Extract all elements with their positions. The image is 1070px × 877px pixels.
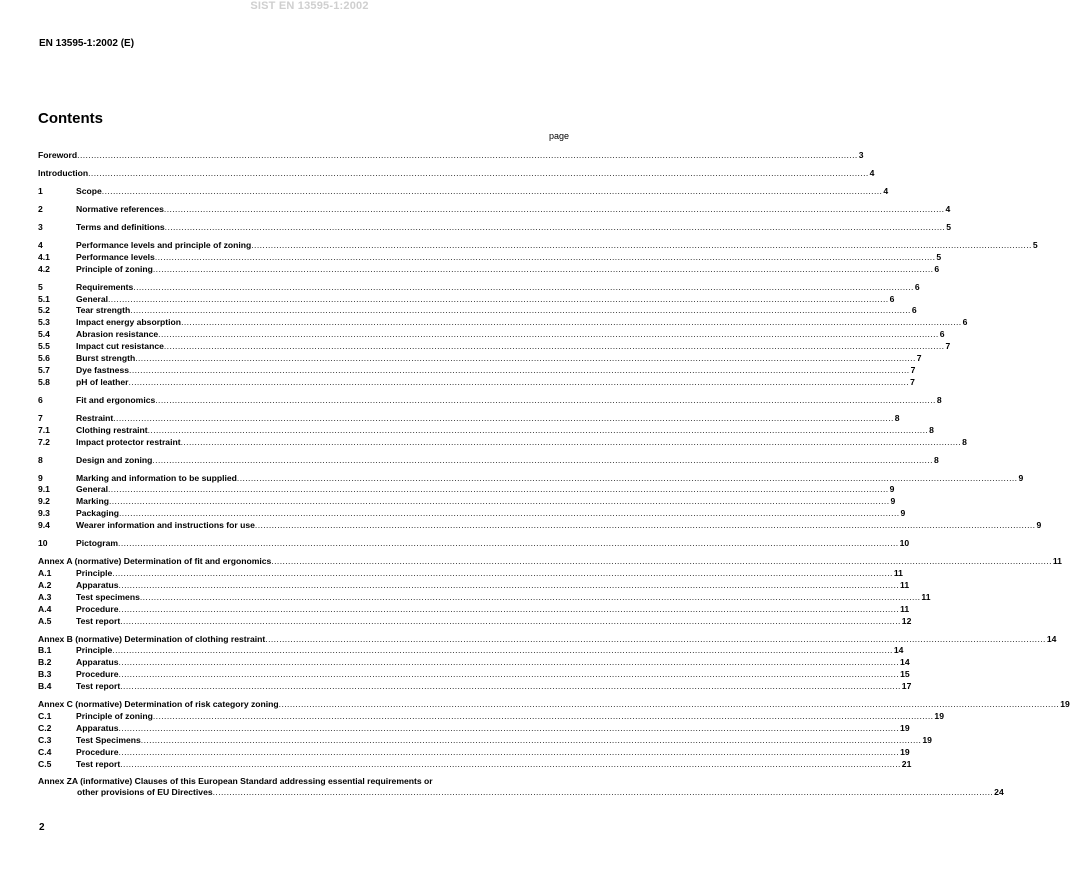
leader-dots (102, 186, 883, 198)
toc-entry-number: 5 (38, 281, 43, 292)
toc-entry-page: 10 (899, 538, 910, 549)
toc-entry[interactable] (38, 364, 916, 377)
toc-entry-number: 5.3 (38, 317, 50, 328)
leader-dots (165, 222, 946, 234)
toc-entry-page: 19 (900, 746, 910, 757)
page-number: 2 (39, 822, 45, 833)
toc-entry-page: 14 (893, 645, 904, 656)
toc-entry-number: C.5 (38, 758, 52, 769)
toc-entry-number: 5.7 (38, 364, 50, 375)
toc-entry[interactable] (38, 221, 951, 234)
toc-entry-number: 7.1 (38, 424, 50, 435)
toc-entry-number: 4.1 (38, 251, 50, 262)
toc-entry-number: C.3 (38, 734, 52, 745)
leader-dots (108, 484, 889, 496)
toc-entry-page: 11 (921, 591, 931, 602)
document-id: EN 13595-1:2002 (E) (39, 38, 135, 49)
toc-entry-page: 19 (900, 722, 910, 733)
toc-entry-page: 11 (900, 579, 910, 590)
leader-dots (119, 604, 900, 616)
toc-entry[interactable] (38, 556, 1062, 568)
toc-entry-title: Annex B (normative) Determination of clothing restraint (38, 633, 266, 644)
toc-entry-number: 6 (38, 394, 43, 405)
toc-entry-page: 6 (939, 329, 945, 340)
leader-dots (148, 425, 929, 437)
toc-entry-page: 24 (994, 787, 1004, 798)
leader-dots (155, 252, 936, 264)
toc-entry-page: 6 (934, 263, 940, 274)
leader-dots (255, 520, 1036, 532)
leader-dots (135, 353, 916, 365)
toc-entry[interactable] (38, 454, 939, 467)
toc-entry-title: Scope (76, 185, 102, 196)
toc-entry[interactable] (38, 699, 1070, 711)
toc-entry[interactable] (38, 633, 1057, 646)
toc-entry-title: Terms and definitions (76, 221, 165, 232)
leader-dots (119, 669, 900, 681)
toc-entry-page: 14 (1046, 633, 1057, 644)
toc-entry-page: 5 (1032, 239, 1038, 250)
toc-entry-title: Wearer information and instructions for use (76, 520, 255, 531)
toc-entry-title: General (76, 484, 109, 495)
toc-entry-number: 4 (38, 239, 43, 250)
toc-entry-number: 9.2 (38, 496, 50, 507)
toc-entry-page: 19 (922, 734, 932, 745)
leader-dots (120, 616, 901, 628)
toc-entry-number: 10 (38, 538, 48, 549)
toc-entry-number: B.4 (38, 681, 52, 692)
contents-title: Contents (38, 110, 103, 127)
toc-entry-title: Abrasion resistance (76, 329, 159, 340)
toc-entry-page: 14 (900, 657, 910, 668)
table-of-contents (38, 150, 1070, 798)
toc-entry-title: Annex A (normative) Determination of fit and ergonomics (38, 556, 272, 567)
toc-entry-title: Requirements (76, 281, 134, 292)
leader-dots (153, 264, 934, 276)
toc-entry[interactable] (38, 603, 910, 616)
toc-entry[interactable] (38, 436, 967, 449)
toc-entry[interactable] (38, 645, 904, 657)
toc-entry[interactable] (38, 484, 895, 496)
toc-entry-title: Packaging (76, 508, 119, 519)
toc-entry-number: 8 (38, 454, 43, 465)
leader-dots (112, 568, 893, 580)
toc-entry-title: Clothing restraint (76, 424, 148, 435)
toc-entry-title: Impact protector restraint (76, 436, 181, 447)
toc-entry-page: 19 (934, 710, 944, 721)
leader-dots (119, 723, 900, 735)
toc-entry-page: 4 (869, 167, 875, 178)
toc-entry[interactable] (38, 538, 910, 550)
toc-entry-page: 6 (911, 305, 917, 316)
toc-entry-page: 9 (889, 484, 895, 495)
toc-entry-number: 1 (38, 185, 43, 196)
toc-entry-title: General (76, 293, 109, 304)
toc-entry-page: 6 (962, 317, 968, 328)
toc-entry-number: 9.4 (38, 520, 50, 531)
toc-entry[interactable] (38, 579, 910, 592)
leader-dots (119, 657, 900, 669)
toc-entry-page: 9 (1036, 520, 1042, 531)
leader-dots (119, 747, 900, 759)
toc-entry-page: 7 (916, 353, 922, 364)
toc-entry-number: 5.5 (38, 341, 50, 352)
toc-entry-number: 7.2 (38, 436, 50, 447)
toc-entry-page: 15 (900, 669, 910, 680)
toc-entry[interactable] (38, 394, 942, 407)
toc-entry-number: A.3 (38, 591, 52, 602)
toc-entry-title: Performance levels (76, 251, 155, 262)
leader-dots (108, 294, 889, 306)
toc-entry-number: 5.8 (38, 376, 50, 387)
toc-entry-title: Principle of zoning (76, 263, 153, 274)
toc-entry[interactable] (38, 293, 895, 306)
toc-entry-title: Test specimens (76, 591, 140, 602)
toc-entry[interactable] (38, 329, 945, 341)
toc-entry[interactable] (38, 710, 944, 723)
toc-entry[interactable] (38, 424, 934, 437)
toc-entry-page: 4 (883, 185, 889, 196)
toc-entry-number: A.1 (38, 567, 52, 578)
leader-dots (133, 282, 914, 294)
leader-dots (109, 496, 890, 508)
toc-entry-title: Procedure (76, 669, 119, 680)
toc-entry[interactable] (38, 412, 900, 425)
leader-dots (119, 508, 900, 520)
toc-entry-page: 7 (910, 376, 915, 387)
leader-dots (140, 592, 921, 604)
toc-entry[interactable] (38, 520, 1042, 532)
toc-entry[interactable] (38, 669, 910, 681)
leader-dots (77, 150, 858, 162)
toc-entry-title: Apparatus (76, 722, 119, 733)
toc-entry-page: 11 (900, 603, 910, 614)
toc-entry-page: 8 (936, 394, 942, 405)
leader-dots (279, 699, 1060, 711)
leader-dots (164, 341, 945, 353)
leader-dots (120, 759, 901, 771)
leader-dots (152, 455, 933, 467)
toc-entry-title: Restraint (76, 412, 114, 423)
toc-entry-title: Design and zoning (76, 454, 153, 465)
toc-entry-title: Introduction (38, 167, 89, 178)
leader-dots (88, 168, 869, 180)
toc-entry-title: Principle (76, 567, 113, 578)
toc-entry-title: Performance levels and principle of zoning (76, 239, 252, 250)
toc-entry-page: 9 (1018, 472, 1024, 483)
toc-entry[interactable] (38, 341, 951, 353)
toc-entry[interactable] (38, 567, 903, 580)
toc-entry-title: Fit and ergonomics (76, 394, 156, 405)
toc-entry-title: Dye fastness (76, 364, 130, 375)
toc-entry-annex-za[interactable] (38, 776, 1004, 798)
toc-entry-page: 9 (890, 496, 896, 507)
toc-entry[interactable] (38, 508, 906, 520)
toc-entry-number: 9 (38, 472, 43, 483)
toc-entry-title: Marking and information to be supplied (76, 472, 237, 483)
toc-entry-title: Test Specimens (76, 734, 141, 745)
toc-entry-number: B.3 (38, 669, 52, 680)
toc-entry[interactable] (38, 657, 910, 669)
toc-entry-number: 7 (38, 412, 43, 423)
toc-entry-page: 9 (900, 508, 906, 519)
leader-dots (265, 634, 1046, 646)
toc-entry-page: 11 (893, 567, 903, 578)
toc-entry-page: 11 (1052, 556, 1062, 567)
toc-entry[interactable] (38, 167, 875, 180)
leader-dots (153, 711, 934, 723)
toc-entry-page: 8 (933, 454, 939, 465)
leader-dots (119, 580, 900, 592)
toc-entry-page: 4 (945, 203, 951, 214)
toc-entry-title: Impact cut resistance (76, 341, 164, 352)
toc-entry-title: Pictogram (76, 538, 119, 549)
leader-dots (129, 365, 910, 377)
toc-entry-number: 5.1 (38, 293, 50, 304)
page-column-label: page (548, 131, 569, 141)
toc-entry-title-continued: other provisions of EU Directives (77, 787, 213, 798)
leader-dots (120, 681, 901, 693)
toc-entry-title: Test report (76, 615, 121, 626)
leader-dots (129, 377, 910, 389)
toc-entry[interactable] (38, 150, 864, 162)
toc-entry-number: 2 (38, 203, 43, 214)
toc-entry-title: Marking (76, 496, 109, 507)
toc-entry-number: 5.6 (38, 353, 50, 364)
toc-entry-page: 8 (894, 412, 900, 423)
toc-entry-title: Burst strength (76, 353, 136, 364)
leader-dots (155, 395, 936, 407)
watermark: SIST EN 13595-1:2002 (250, 0, 369, 12)
toc-entry-page: 6 (889, 293, 895, 304)
leader-dots (271, 556, 1052, 568)
toc-entry[interactable] (38, 722, 910, 735)
toc-entry-title: Impact energy absorption (76, 317, 182, 328)
toc-entry[interactable] (38, 681, 912, 693)
toc-entry-number: B.2 (38, 657, 52, 668)
toc-entry[interactable] (38, 591, 931, 604)
toc-entry-number: 9.3 (38, 508, 50, 519)
toc-entry-number: 4.2 (38, 263, 50, 274)
toc-entry-number: 3 (38, 221, 43, 232)
leader-dots (112, 645, 893, 657)
toc-entry[interactable] (38, 615, 912, 628)
toc-entry[interactable] (38, 746, 910, 759)
toc-entry-number: A.5 (38, 615, 52, 626)
toc-entry-title: pH of leather (76, 376, 129, 387)
toc-entry[interactable] (38, 263, 940, 276)
toc-entry-number: C.2 (38, 722, 52, 733)
toc-entry-title: Apparatus (76, 657, 119, 668)
toc-entry-number: 5.2 (38, 305, 50, 316)
toc-entry-page: 21 (901, 758, 912, 769)
leader-dots (158, 329, 939, 341)
toc-entry-page: 3 (858, 150, 864, 160)
toc-entry[interactable] (38, 317, 968, 329)
toc-entry-title: Principle of zoning (76, 710, 153, 721)
toc-entry[interactable] (38, 758, 912, 771)
toc-entry-page: 19 (1060, 699, 1070, 710)
toc-entry[interactable] (38, 281, 920, 294)
toc-entry-title: Annex ZA (informative) Clauses of this European Standard addressing essential requirements or (38, 776, 433, 787)
toc-entry[interactable] (38, 239, 1038, 252)
toc-entry-number: 9.1 (38, 484, 50, 495)
toc-entry-page: 8 (962, 436, 967, 447)
toc-entry-number: A.4 (38, 603, 52, 614)
leader-dots (118, 538, 899, 550)
toc-entry-title: Procedure (76, 603, 119, 614)
toc-entry-title: Normative references (76, 203, 164, 214)
toc-entry-title: Tear strength (76, 305, 131, 316)
toc-entry[interactable] (38, 251, 942, 264)
toc-entry-title: Apparatus (76, 579, 119, 590)
toc-entry[interactable] (38, 203, 951, 216)
leader-dots (164, 204, 945, 216)
toc-entry-title: Foreword (38, 150, 78, 160)
toc-entry-number: C.1 (38, 710, 52, 721)
leader-dots (251, 240, 1032, 252)
leader-dots (213, 787, 994, 798)
toc-entry-title: Annex C (normative) Determination of risk category zoning (38, 699, 279, 710)
toc-entry-number: A.2 (38, 579, 52, 590)
toc-entry[interactable] (38, 472, 1024, 485)
toc-entry-number: B.1 (38, 645, 52, 656)
leader-dots (141, 735, 922, 747)
toc-entry[interactable] (38, 376, 915, 389)
toc-entry-page: 17 (901, 681, 912, 692)
leader-dots (237, 473, 1018, 485)
toc-entry[interactable] (38, 734, 932, 747)
toc-entry-title: Procedure (76, 746, 119, 757)
toc-entry-page: 8 (929, 424, 934, 435)
toc-entry-page: 6 (914, 281, 920, 292)
leader-dots (181, 437, 962, 449)
toc-entry-page: 7 (945, 341, 951, 352)
toc-entry-page: 5 (936, 251, 942, 262)
toc-entry[interactable] (38, 185, 889, 198)
toc-entry-number: 5.4 (38, 329, 50, 340)
leader-dots (181, 317, 962, 329)
toc-entry-title: Test report (76, 758, 121, 769)
toc-entry-page: 7 (910, 364, 916, 375)
toc-entry[interactable] (38, 353, 922, 365)
toc-entry-page: 12 (901, 615, 912, 626)
toc-entry[interactable] (38, 496, 896, 508)
leader-dots (113, 413, 894, 425)
toc-entry[interactable] (38, 305, 917, 317)
toc-entry-number: C.4 (38, 746, 52, 757)
toc-entry-title: Test report (76, 681, 121, 692)
toc-entry-page: 5 (946, 221, 951, 232)
toc-entry-title: Principle (76, 645, 113, 656)
leader-dots (130, 305, 911, 317)
